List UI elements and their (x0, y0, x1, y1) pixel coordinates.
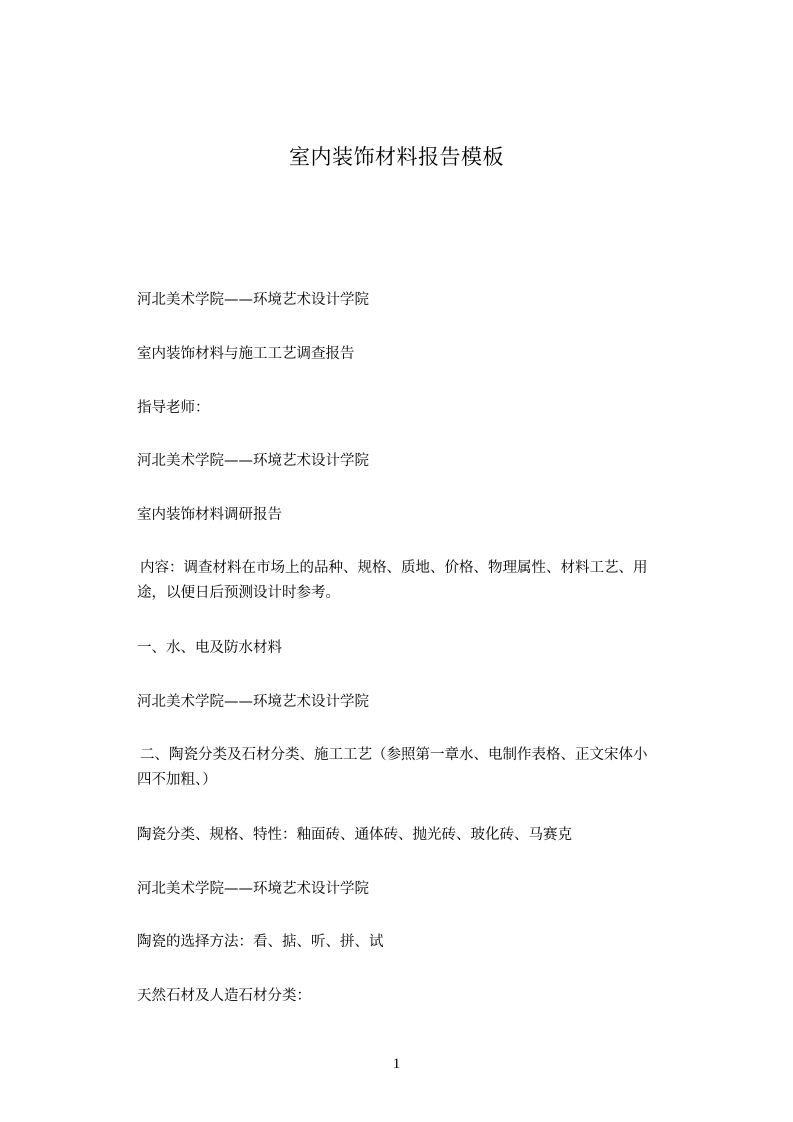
paragraph-research-title: 室内装饰材料调研报告 (137, 507, 282, 523)
section-heading-ceramics-line-1: 二、陶瓷分类及石材分类、施工工艺（参照第一章水、电制作表格、正文宋体小 (140, 747, 648, 763)
paragraph-instructor: 指导老师： (137, 400, 210, 416)
paragraph-school-3: 河北美术学院——环境艺术设计学院 (137, 694, 369, 710)
paragraph-school-2: 河北美术学院——环境艺术设计学院 (137, 453, 369, 469)
paragraph-ceramic-selection: 陶瓷的选择方法：看、掂、听、拼、试 (137, 934, 384, 950)
paragraph-report-name: 室内装饰材料与施工工艺调查报告 (137, 346, 355, 362)
paragraph-content-line-2: 途，以便日后预测设计时参考。 (137, 585, 340, 601)
page-number: 1 (392, 1056, 401, 1072)
section-heading-ceramics-line-2: 四不加粗、） (137, 772, 217, 788)
paragraph-school-4: 河北美术学院——环境艺术设计学院 (137, 881, 369, 897)
paragraph-content-line-1: 内容：调查材料在市场上的品种、规格、质地、价格、物理属性、材料工艺、用 (140, 560, 648, 576)
paragraph-ceramic-types: 陶瓷分类、规格、特性：釉面砖、通体砖、抛光砖、玻化砖、马赛克 (137, 827, 572, 843)
document-title: 室内装饰材料报告模板 (289, 145, 504, 169)
paragraph-school-1: 河北美术学院——环境艺术设计学院 (137, 292, 369, 308)
paragraph-stone-types: 天然石材及人造石材分类： (137, 988, 311, 1004)
section-heading-water-electric: 一、水、电及防水材料 (137, 640, 282, 656)
